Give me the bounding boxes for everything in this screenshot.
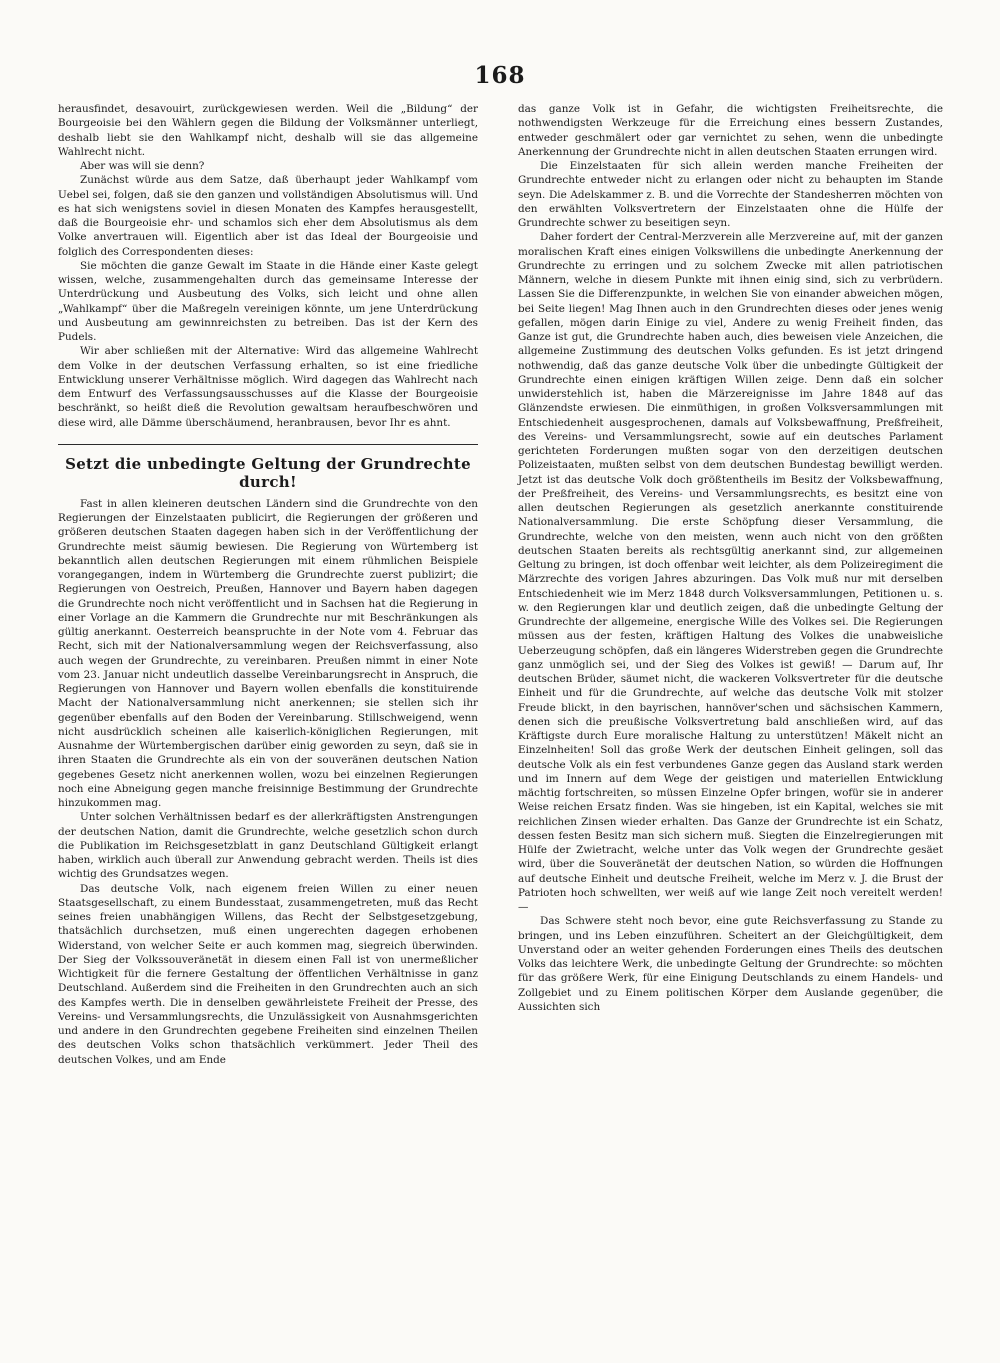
right-paragraph-2: Die Einzelstaaten für sich allein werden manche Freiheiten der Grundrechte entweder nicht zu erlangen oder nicht zu behaupten im Stande seyn. Die Adelskammer z. B. und die Vorrechte der Standesherren möchten von den erwählten Volksvertretern der Einzelstaaten ohne die Hülfe der Grundrechte schwer zu beseitigen seyn. bbox=[518, 160, 943, 229]
right-paragraph-1: das ganze Volk ist in Gefahr, die wichtigsten Freiheitsrechte, die nothwendigsten Werkzeuge für die Erreichung eines bessern Zustandes, entweder geschmälert oder gar vernichtet zu sehen, wenn die unbedingte Anerkennung der Grundrechte nicht in allen deutschen Staaten errungen wird. bbox=[518, 103, 943, 158]
left-paragraph-6: Fast in allen kleineren deutschen Ländern sind die Grundrechte von den Regierungen der Einzelstaaten publicirt, die Regierungen der größeren und größeren deutschen Staaten dagegen haben sich in der Veröffentlichung der Grundrechte meist säumig bewiesen. Die Regierung von Würtemberg ist bekanntlich allen deutschen Regierungen mit einem rühmlichen Beispiele vorangegangen, indem in Würtemberg die Grundrechte zuerst publizirt; die Regierungen von Oestreich, Preußen, Hannover und Bayern haben dagegen die Grundrechte noch nicht veröffentlicht und in Sachsen hat die Regierung in einer Vorlage an die Kammern die Grundrechte nur mit Beschränkungen als gültig anerkannt. Oesterreich beanspruchte in der Note vom 4. Februar das Recht, sich mit der Nationalversammlung wegen der Reichsverfassung, also auch wegen der Grundrechte, zu vereinbaren. Preußen nimmt in einer Note vom 23. Januar nicht undeutlich dasselbe Vereinbarungsrecht in Anspruch, die Regierungen von Hannover und Bayern wollen ebenfalls die konstituirende Macht der Nationalversammlung nicht anerkennen; sie stellen sich ihr gegenüber ebenfalls auf den Boden der Vereinbarung. Stillschweigend, wenn nicht ausdrücklich scheinen alle kaiserlich-königlichen Regierungen, mit Ausnahme der Würtembergischen darüber einig geworden zu seyn, daß sie in ihren Staaten die Grundrechte als ein von der souveränen deutschen Nation gegebenes Gesetz nicht anerkennen wollen, wozu bei einzelnen Regierungen noch eine Abneigung gegen manche freisinnige Bestimmung der Grundrechte hinzukommen mag. bbox=[58, 497, 478, 809]
page-number: 168 bbox=[474, 62, 526, 89]
right-column bbox=[518, 102, 943, 1014]
left-paragraph-5: Wir aber schließen mit der Alternative: Wird das allgemeine Wahlrecht dem Volke in der deutschen Verfassung erhalten, so ist eine friedliche Entwicklung unserer Verhältnisse möglich. Wird dagegen das Wahlrecht nach dem Entwurf des Verfassungsausschusses auf die Klasse der Bourgeoisie beschränkt, so heißt dieß die Revolution gewaltsam heraufbeschwören und diese wird, alle Dämme überschäumend, heranbrausen, bevor Ihr es ahnt. bbox=[58, 345, 478, 429]
left-paragraph-1: herausfindet, desavouirt, zurückgewiesen werden. Weil die „Bildung“ der Bourgeoisie bei den Wählern gegen die Bildung der Volksmänner unterliegt, deshalb liebt sie den Wahlkampf nicht, deshalb will sie das allgemeine Wahlrecht nicht. bbox=[58, 103, 478, 158]
left-paragraph-4: Sie möchten die ganze Gewalt im Staate in die Hände einer Kaste gelegt wissen, welche, zusammengehalten durch das gemeinsame Interesse der Unterdrückung und Ausbeutung des Volks, sich leicht und ohne allen „Wahlkampf“ über die Maßregeln vereinigen könnte, um jene Unterdrückung und Ausbeutung am gewinnreichsten zu betreiben. Das ist der Kern des Pudels. bbox=[58, 259, 478, 343]
left-paragraph-8: Das deutsche Volk, nach eigenem freien Willen zu einer neuen Staatsgesellschaft, zu einem Bundesstaat, zusammengetreten, muß das Recht seines freien unabhängigen Willens, das Recht der Selbstgesetzgebung, thatsächlich durchsetzen, muß einen ungerechten dagegen erhobenen Widerstand, von welcher Seite er auch kommen mag, siegreich überwinden. Der Sieg der Volkssouveränetät in diesem einen Fall ist von unermeßlicher Wichtigkeit für die fernere Gestaltung der öffentlichen Verhältnisse in ganz Deutschland. Außerdem sind die Freiheiten in den Grundrechten auch an sich des Kampfes werth. Die in denselben gewährleistete Freiheit der Presse, des Vereins- und Versammlungsrechts, die Unzulässigkeit von Ausnahmsgerichten und andere in den Grundrechten gegebene Freiheiten sind einzelnen Theilen des deutschen Volks schon thatsächlich verkümmert. Jeder Theil des deutschen Volkes, und am Ende bbox=[58, 882, 478, 1066]
article-heading: Setzt die unbedingte Geltung der Grundrechte durch! bbox=[65, 454, 471, 491]
left-column bbox=[58, 102, 478, 1067]
left-paragraph-7: Unter solchen Verhältnissen bedarf es der allerkräftigsten Anstrengungen der deutschen Nation, damit die Grundrechte, welche gesetzlich schon durch die Publikation im Reichsgesetzblatt in ganz Deutschland Gültigkeit erlangt haben, wirklich auch überall zur Anwendung gebracht werden. Theils ist dies wichtig des Grundsatzes wegen. bbox=[58, 811, 478, 881]
left-paragraph-2: Aber was will sie denn? bbox=[80, 160, 205, 172]
left-paragraph-3: Zunächst würde aus dem Satze, daß überhaupt jeder Wahlkampf vom Uebel sei, folgen, daß sie den ganzen und vollständigen Absolutismus will. Und es hat sich wenigstens soviel in diesen Monaten des Kampfes herausgestellt, daß die Bourgeoisie ehr- und schamlos sich eher dem Absolutismus als dem Volke anvertrauen will. Eigentlich aber ist das Ideal der Bourgeoisie und folglich des Correspondenten dieses: bbox=[58, 174, 478, 258]
right-paragraph-4: Das Schwere steht noch bevor, eine gute Reichsverfassung zu Stande zu bringen, und ins Leben einzuführen. Scheitert an der Gleichgültigkeit, dem Unverstand oder an weiter gehenden Forderungen eines Theils des deutschen Volks das leichtere Werk, die unbedingte Geltung der Grundrechte: so möchten für das größere Werk, für eine Einigung Deutschlands zu einem Handels- und Zollgebiet und zu Einem politischen Körper dem Auslande gegenüber, die Aussichten sich bbox=[518, 915, 943, 1013]
section-divider bbox=[58, 444, 478, 445]
right-paragraph-3: Daher fordert der Central-Merzverein alle Merzvereine auf, mit der ganzen moralischen Kraft eines einigen Volkswillens die unbedingte Anerkennung der Grundrechte zu erringen und zu solchem Zwecke mit allen patriotischen Männern, welche in diesem Punkte mit ihnen einig sind, sich zu verbrüdern. Lassen Sie die Differenzpunkte, in welchen Sie von einander abweichen mögen, bei Seite liegen! Mag Ihnen auch in den Grundrechten dieses oder jenes wenig gefallen, mögen darin Einige zu viel, Andere zu wenig Freiheit finden, das Ganze ist gut, die Grundrechte haben auch, dies beweisen viele Anzeichen, die allgemeine Zustimmung des deutschen Volks gefunden. Es ist jetzt dringend nothwendig, daß das ganze deutsche Volk über die unbedingte Gültigkeit der Grundrechte einen einigen kräftigen Willen zeige. Denn daß ein solcher unwiderstehlich ist, haben die Märzereignisse im Jahre 1848 auf das Glänzendste erwiesen. Die einmüthigen, in großen Volksversammlungen mit Entschiedenheit ausgesprochenen, damals auf Volksbewaffnung, Preßfreiheit, des Vereins- und Versammlungsrecht, sowie auf ein deutsches Parlament gerichteten Forderungen mußten sogar von den derzeitigen deutschen Polizeistaaten, mußten selbst von dem deutschen Bundestag bewilligt werden. Jetzt ist das deutsche Volk doch größtentheils im Besitz der Volksbewaffnung, der Preßfreiheit, des Vereins- und Versammlungsrechts, es besitzt eine von allen deutschen Regierungen als gesetzlich anerkannte constituirende Nationalversammlung. Die erste Schöpfung dieser Versammlung, die Grundrechte, welche von den meisten, wenn auch nicht von den größten deutschen Staaten bereits als rechtsgültig anerkannt sind, zur allgemeinen Geltung zu bringen, ist doch offenbar weit leichter, als dem Polizeiregiment die Märzrechte des vorigen Jahres abzuringen. Das Volk muß nur mit derselben Entschiedenheit wie im Merz 1848 durch Volksversammlungen, Petitionen u. s. w. den Regierungen klar und deutlich zeigen, daß die unbedingte Geltung der Grundrechte der allgemeine, energische Wille des Volkes sei. Die Regierungen müssen aus der festen, kräftigen Haltung des Volkes die unabweisliche Ueberzeugung schöpfen, daß ein längeres Widerstreben gegen die Grundrechte ganz unmöglich sei, und der Sieg des Volkes ist gewiß! — Darum auf, Ihr deutschen Brüder, säumet nicht, die wackeren Volksvertreter für die deutsche Einheit und für die Grundrechte, auf welche das deutsche Volk mit stolzer Freude blickt, in den bayrischen, hannöver'schen und sächsischen Kammern, denen sich die preußische Volksvertretung bald anschließen wird, auf das Kräftigste durch Eure moralische Haltung zu unterstützen! Mäkelt nicht an Einzelnheiten! Soll das große Werk der deutschen Einheit gelingen, soll das deutsche Volk als ein fest verbundenes Ganze gegen das Ausland stark werden und im Innern auf dem Wege der geistigen und materiellen Entwicklung mächtig fortschreiten, so müssen Einzelne Opfer bringen, wofür sie in anderer Weise reichen Ersatz finden. Was sie hingeben, ist ein Kapital, welches sie mit reichlichen Zinsen wieder erhalten. Das Ganze der Grundrechte ist ein Schatz, dessen festen Besitz man sich sichern muß. Siegten die Einzelregierungen mit Hülfe der Zwietracht, welche unter das Volk wegen der Grundrechte gesäet wird, über die Souveränetät der deutschen Nation, so würden die Hoffnungen auf deutsche Einheit und deutsche Freiheit, welche im Merz v. J. die Brust der Patrioten hoch schwellten, wer weiß auf wie lange Zeit noch vereitelt werden! — bbox=[518, 231, 943, 913]
